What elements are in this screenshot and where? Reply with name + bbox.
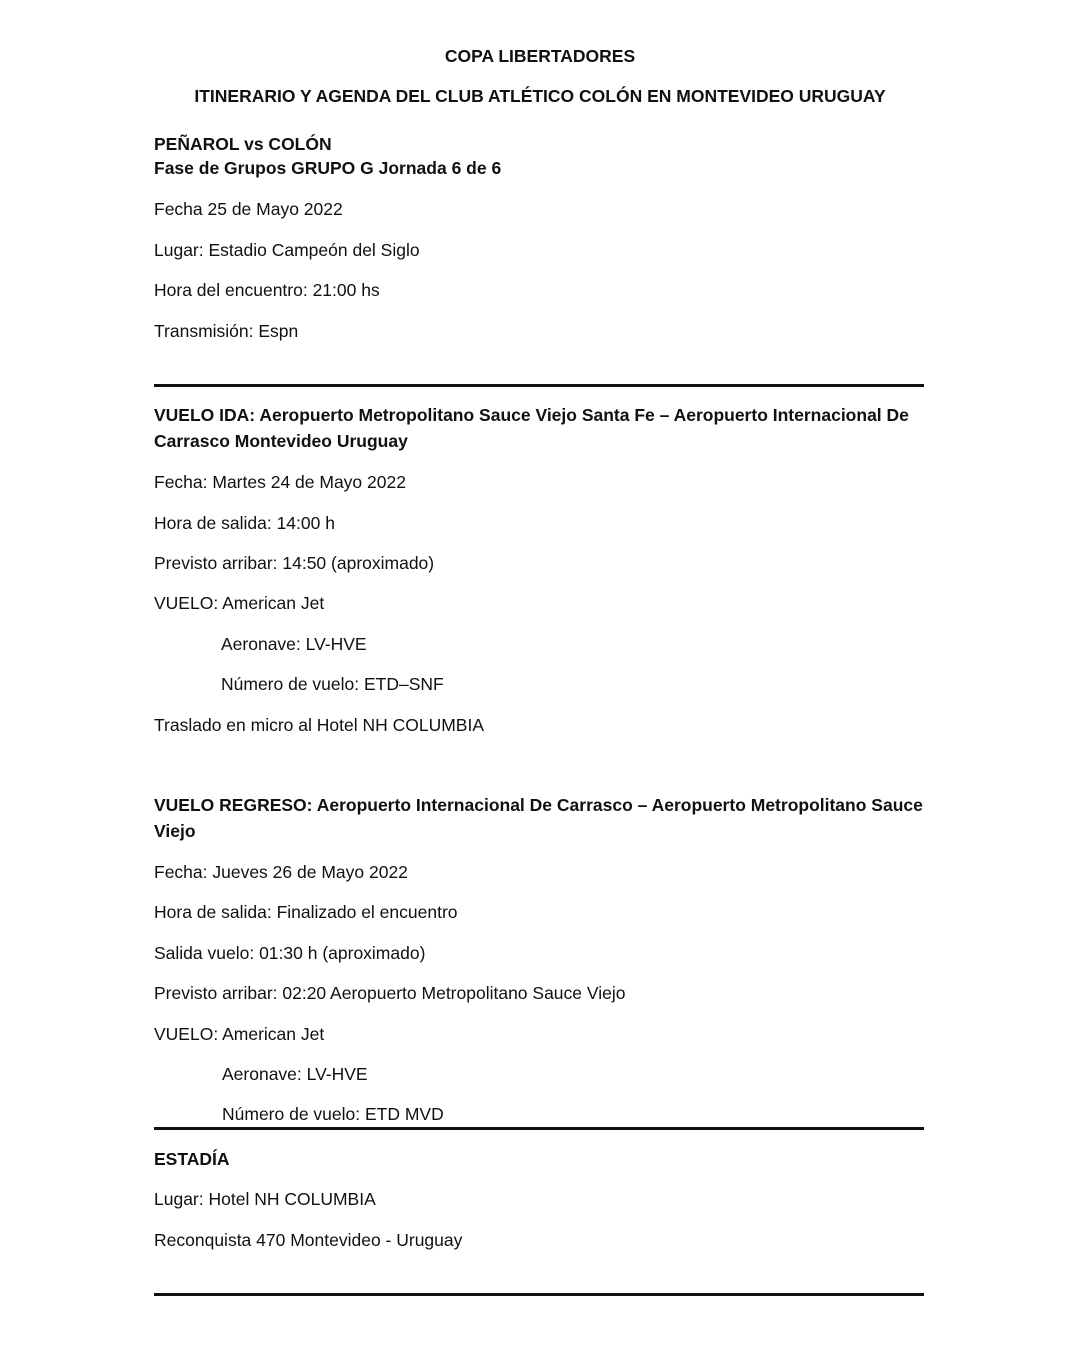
section-divider [154,1293,924,1296]
document-title: COPA LIBERTADORES [444,46,636,66]
section-divider [154,384,924,387]
match-broadcast: Transmisión: Espn [154,321,299,341]
return-arrival: Previsto arribar: 02:20 Aeropuerto Metropolitano Sauce Viejo [154,983,626,1003]
outbound-date: Fecha: Martes 24 de Mayo 2022 [154,472,406,492]
match-teams: PEÑAROL vs COLÓN [154,134,332,154]
outbound-heading: VUELO IDA: Aeropuerto Metropolitano Sauce Viejo Santa Fe – Aeropuerto Internacional De Carrasco Montevideo Uruguay [154,405,909,451]
document-subtitle: ITINERARIO Y AGENDA DEL CLUB ATLÉTICO COLÓN EN MONTEVIDEO URUGUAY [194,86,886,106]
return-flight-number: Número de vuelo: ETD MVD [222,1104,444,1124]
return-heading: VUELO REGRESO: Aeropuerto Internacional De Carrasco – Aeropuerto Metropolitano Sauce Viejo [154,795,923,841]
section-divider [154,1127,924,1130]
match-venue: Lugar: Estadio Campeón del Siglo [154,240,420,260]
outbound-flight: VUELO: American Jet [154,593,325,613]
outbound-transfer: Traslado en micro al Hotel NH COLUMBIA [154,715,485,735]
stay-address: Reconquista 470 Montevideo - Uruguay [154,1230,463,1250]
outbound-departure: Hora de salida: 14:00 h [154,513,335,533]
match-date: Fecha 25 de Mayo 2022 [154,199,343,219]
outbound-aircraft: Aeronave: LV-HVE [221,634,367,654]
match-time: Hora del encuentro: 21:00 hs [154,280,380,300]
outbound-arrival: Previsto arribar: 14:50 (aproximado) [154,553,435,573]
return-flight: VUELO: American Jet [154,1024,325,1044]
return-departure: Hora de salida: Finalizado el encuentro [154,902,458,922]
stay-place: Lugar: Hotel NH COLUMBIA [154,1189,376,1209]
return-aircraft: Aeronave: LV-HVE [222,1064,368,1084]
stay-heading: ESTADÍA [154,1149,230,1169]
return-flight-departure: Salida vuelo: 01:30 h (aproximado) [154,943,426,963]
outbound-flight-number: Número de vuelo: ETD–SNF [221,674,444,694]
return-date: Fecha: Jueves 26 de Mayo 2022 [154,862,408,882]
match-phase: Fase de Grupos GRUPO G Jornada 6 de 6 [154,158,502,178]
